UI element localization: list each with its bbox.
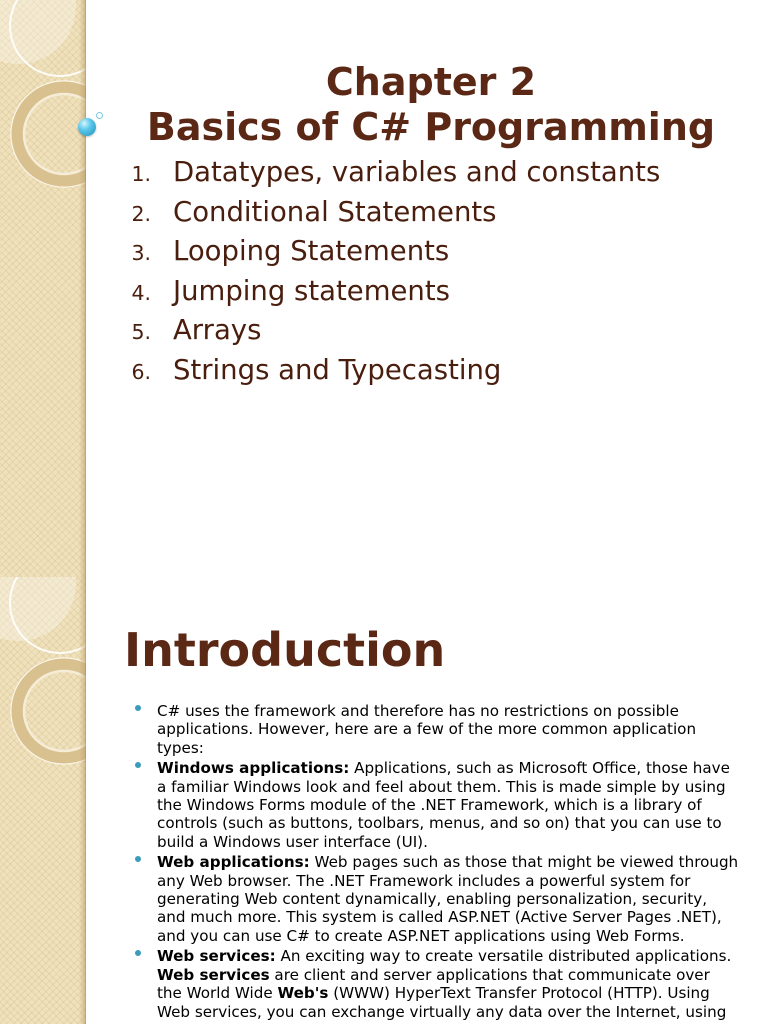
bullet-text: (WWW) HyperText Transfer Protocol (HTTP). Using Web services, you can exchange virtually any data over the Internet, using — [157, 984, 727, 1021]
topic-list-item — [110, 232, 660, 272]
pale-disc-ornament — [0, 577, 76, 641]
blue-orb-ornament — [78, 118, 96, 136]
bullet-item — [157, 702, 757, 757]
bullet-term: Web services — [157, 965, 270, 984]
bullet-text: Applications, such as Microsoft Office, those have a familiar Windows look and feel about them. This is made simple by using the Windows Forms module of the .NET Framework, which is a library of controls (such as buttons, toolbars, menus, and so on) that you can use to build a Windows user interface (UI). — [157, 759, 730, 851]
bullet-item — [157, 853, 757, 945]
small-circle-ornament — [96, 112, 103, 119]
slide-title — [126, 60, 736, 150]
topic-number: 3. — [131, 241, 151, 266]
topic-number: 2. — [131, 201, 151, 226]
bullet-term: Windows applications: — [157, 759, 350, 778]
bullet-text: An exciting way to create versatile distributed applications. — [280, 947, 732, 966]
bullet-dot — [135, 950, 141, 956]
topic-number: 6. — [131, 359, 151, 384]
topic-text: Datatypes, variables and constants — [173, 156, 661, 188]
bullet-item — [157, 759, 757, 851]
topic-text: Conditional Statements — [173, 195, 497, 228]
topic-list-item — [110, 193, 660, 233]
ring-ornament — [18, 88, 87, 181]
ring-ornament — [18, 665, 87, 758]
strip-edge-shadow — [79, 577, 86, 1024]
decorative-side-strip — [0, 0, 86, 577]
bullet-dot — [135, 762, 141, 768]
slide-title-line-1: Chapter 2 — [325, 60, 537, 104]
topic-list-item — [110, 272, 660, 312]
topic-number: 1. — [131, 162, 151, 186]
strip-ornament-graphic — [0, 577, 86, 777]
bullet-term: Web services: — [157, 947, 276, 966]
topic-list — [110, 153, 660, 391]
bullet-list — [157, 702, 757, 1023]
topic-list-item — [110, 351, 660, 391]
introduction-title: Introduction — [124, 623, 446, 677]
decorative-side-strip — [0, 577, 86, 1024]
bullet-dot — [135, 856, 141, 862]
bullet-term: Web's — [277, 984, 329, 1003]
bullet-dot — [135, 705, 141, 711]
bullet-item — [157, 947, 757, 1021]
topic-number: 5. — [131, 320, 151, 345]
topic-list-item — [110, 153, 660, 193]
bullet-term: Web applications: — [157, 853, 310, 872]
topic-number: 4. — [131, 280, 151, 305]
topic-list-item — [110, 311, 660, 351]
strip-edge-shadow — [79, 0, 86, 577]
strip-ornament-graphic — [0, 0, 86, 200]
slide-introduction — [0, 577, 768, 1024]
topic-text: Arrays — [173, 314, 262, 347]
bullet-text: are client and server applications that communicate over the World Wide — [157, 965, 710, 1003]
pale-disc-ornament — [0, 0, 76, 64]
bullet-text: Web pages such as those that might be viewed through any Web browser. The .NET Framework includes a powerful system for generating Web content dynamically, enabling personalization, security, and much more. This system is called ASP.NET (Active Server Pages .NET), and you can use C# to create ASP.NET applications using Web Forms. — [157, 853, 739, 945]
topic-text: Looping Statements — [173, 235, 450, 268]
topic-text: Jumping statements — [173, 274, 450, 307]
slide-title-line-2: Basics of C# Programming — [146, 105, 716, 149]
topic-text: Strings and Typecasting — [173, 353, 502, 386]
bullet-text: C# uses the framework and therefore has no restrictions on possible applications. However, here are a few of the more common application types: — [157, 702, 697, 757]
